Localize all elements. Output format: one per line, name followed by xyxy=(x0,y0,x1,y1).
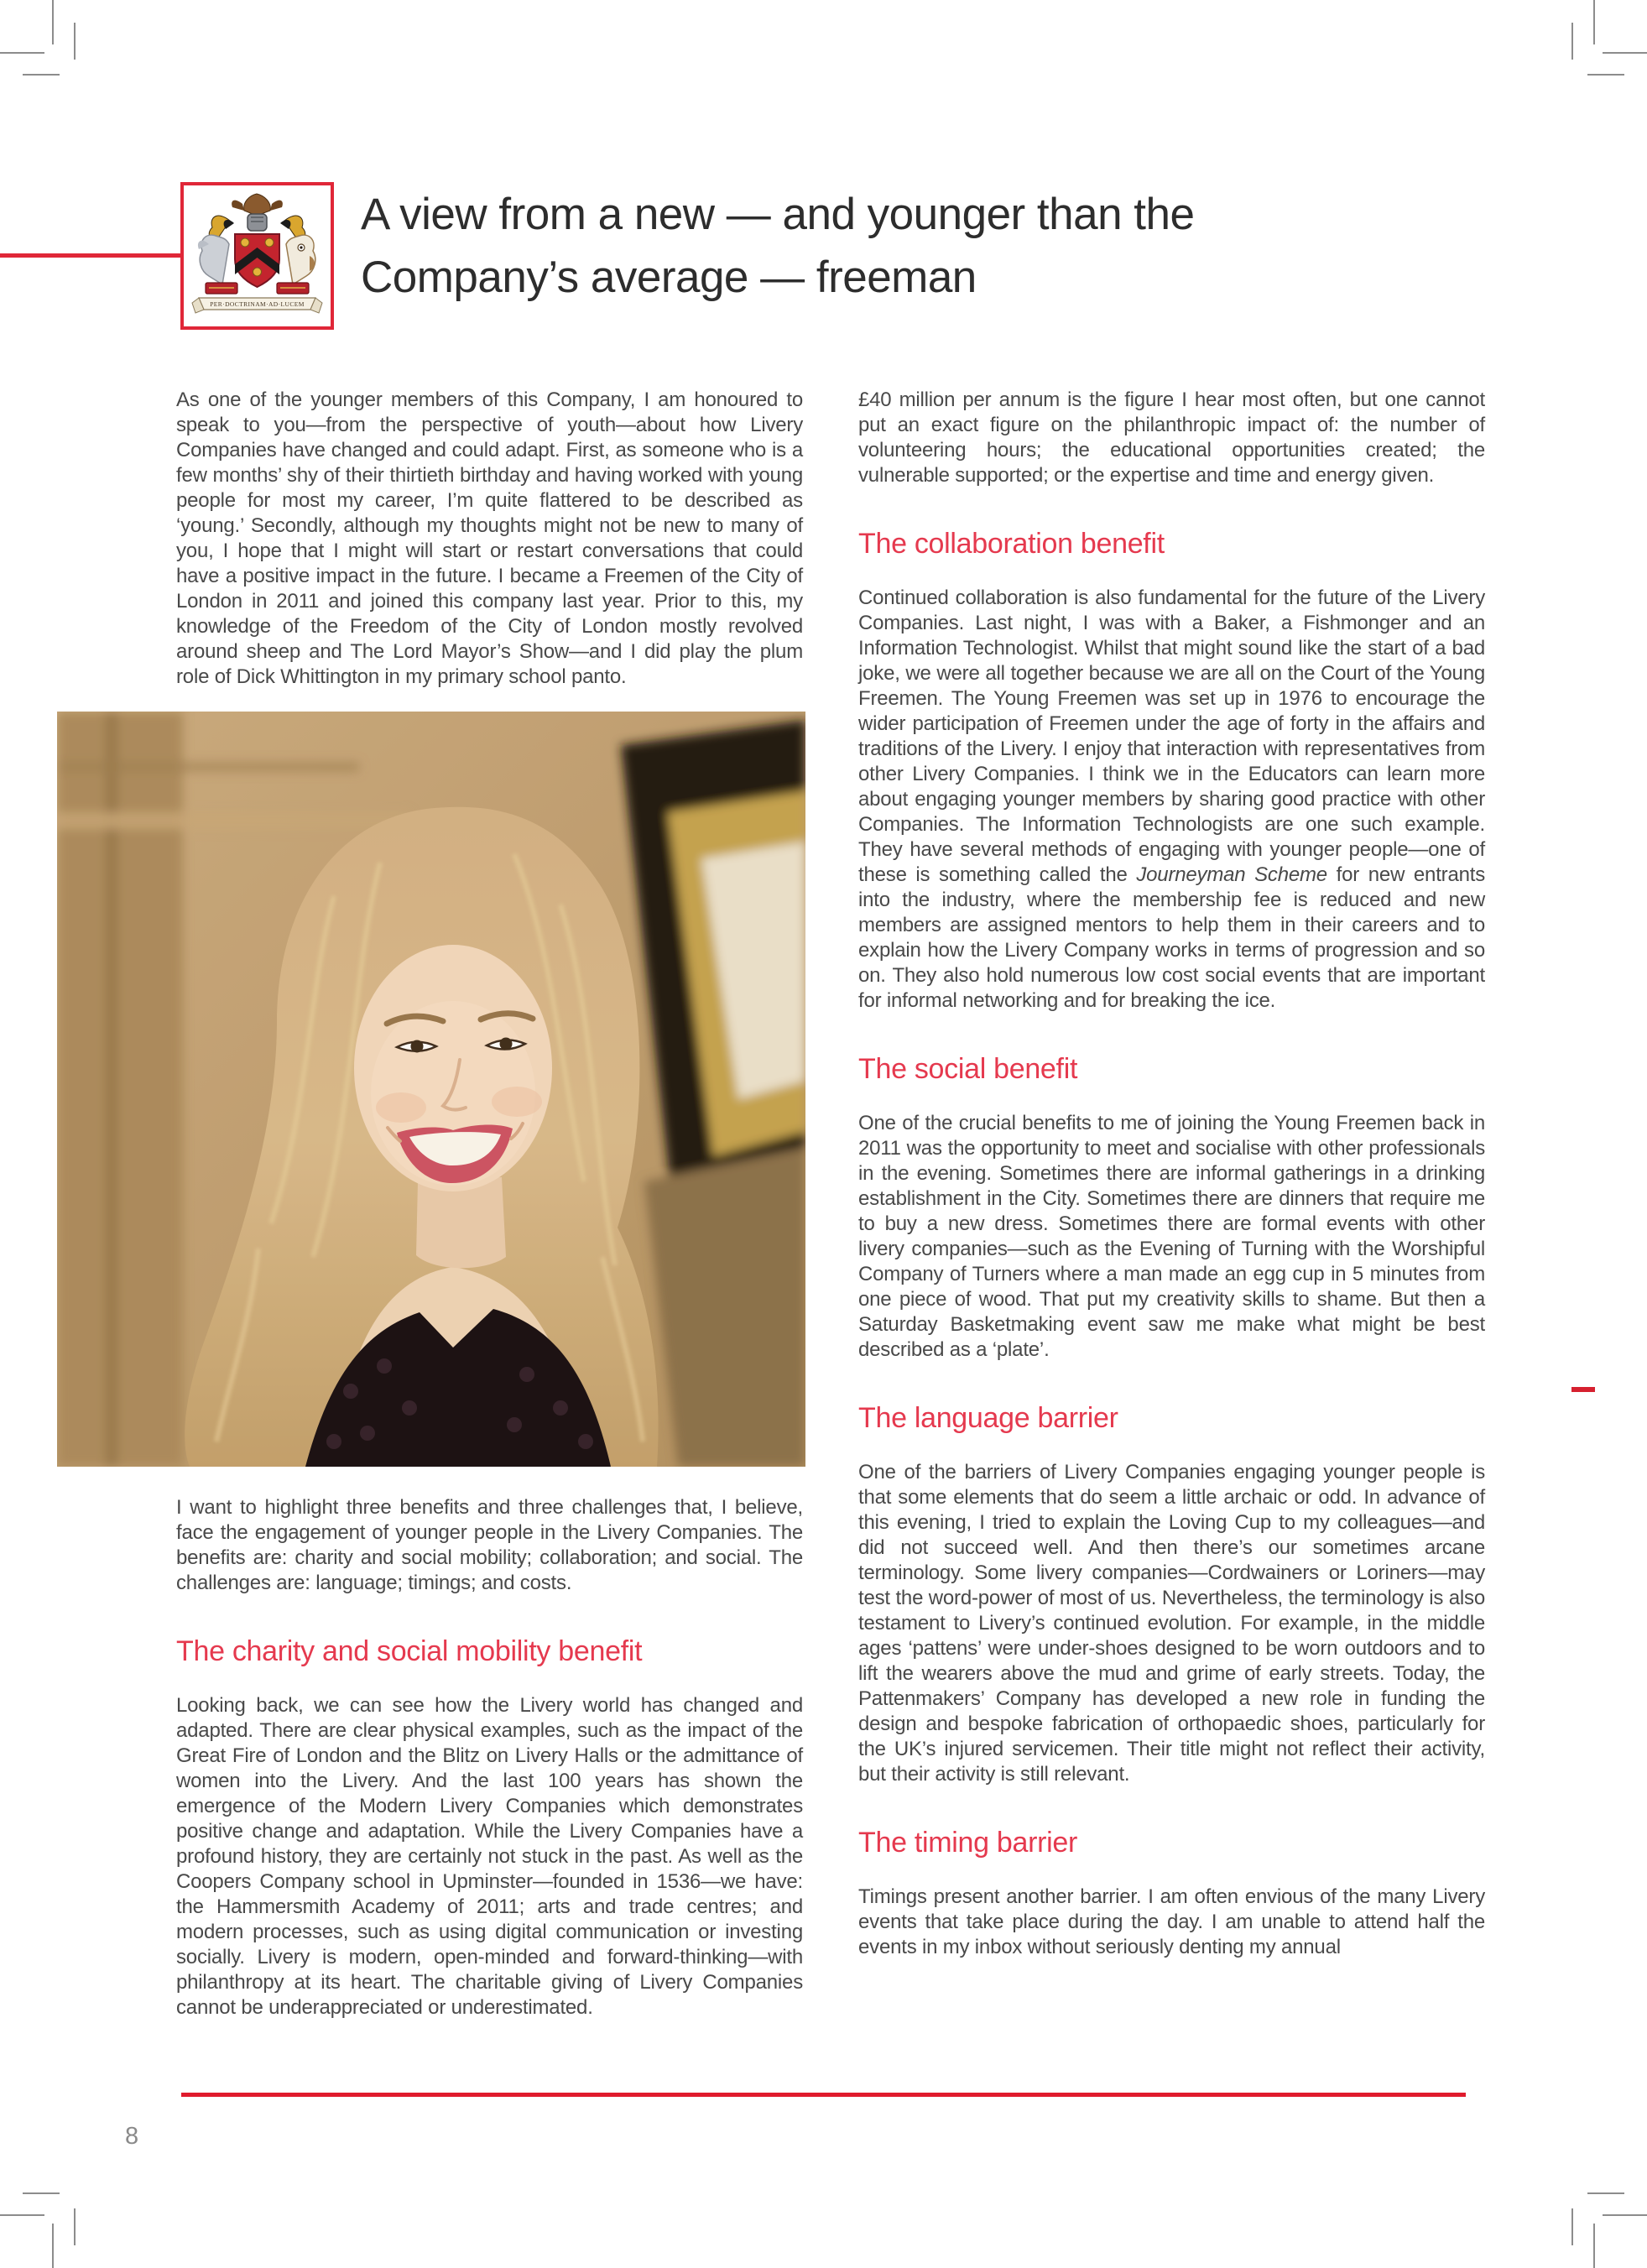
crop-mark xyxy=(1571,23,1573,60)
right-paragraph-2 xyxy=(858,586,1485,1014)
page-number: 8 xyxy=(125,2123,139,2150)
right-paragraph-2-text: Continued collaboration is also fundamental for the future of the Livery Companies. Last night, I was with a Baker, a Fishmonger and an Information Technologist. Whilst that might sound like the start of a bad joke, we were all together because we are all on the Court of the Young Freemen. The Young Freemen was set up in 1976 to encourage the wider participation of Freemen under the age of forty in the affairs and traditions of the Livery. I enjoy that interaction with representatives from other Livery Companies. I think we in the Educators can learn more about engaging younger members by sharing good practice with other Companies. The Information Technologists are one such example. They have several methods of engaging with younger people—one of these is something called the xyxy=(858,587,1485,886)
crop-mark xyxy=(52,2224,54,2268)
coat-of-arms-icon xyxy=(184,185,331,326)
header-red-rule xyxy=(0,253,180,258)
crop-mark xyxy=(74,2208,76,2245)
crop-mark xyxy=(1603,2214,1647,2216)
crop-mark xyxy=(1587,2192,1624,2194)
crop-mark xyxy=(1593,0,1595,44)
left-column xyxy=(176,388,803,2020)
left-paragraph-1: As one of the younger members of this Company, I am honoured to speak to you—from the perspective of youth—about how Livery Companies have changed and could adapt. First, as someone who is a few months’ shy of their thirtieth birthday and having worked with young people for most my career, I’m quite flattered to be described as ‘young.’ Secondly, although my thoughts might not be new to many of you, I hope that I might will start or restart conversations that could have a positive impact in the future. I became a Freemen of the City of London in 2011 and joined this company last year. Prior to this, my knowledge of the Freedom of the City of London mostly revolved around sheep and The Lord Mayor’s Show—and I did play the plum role of Dick Whittington in my primary school panto. xyxy=(176,388,803,688)
crest-motto: PER·DOCTRINAM·AD·LUCEM xyxy=(210,300,305,308)
crop-mark xyxy=(23,2192,60,2194)
article-title-line2: Company’s average — freeman xyxy=(361,253,977,302)
portrait-photo xyxy=(57,712,805,1467)
right-margin-red-dash xyxy=(1571,1387,1595,1392)
crop-mark xyxy=(23,74,60,76)
right-paragraph-2-text-after: for new entrants into the industry, where the membership fee is reduced and new members are assigned mentors to help them in their careers and to explain how the Livery Company works in terms of progression and so on. They also hold numerous low cost social events that are important for informal networking and for breaking the ice. xyxy=(858,863,1486,1012)
heading-social-benefit: The social benefit xyxy=(858,1053,1078,1085)
crop-mark xyxy=(0,52,44,54)
crop-mark xyxy=(1593,2224,1595,2268)
right-paragraph-5: Timings present another barrier. I am often envious of the many Livery events that take place during the day. I am unable to attend half the events in my inbox without seriously denting my annual xyxy=(858,1885,1485,1958)
right-column xyxy=(858,388,1485,2020)
heading-collaboration-benefit: The collaboration benefit xyxy=(858,528,1165,560)
left-paragraph-3: Looking back, we can see how the Livery world has changed and adapted. There are clear physical examples, such as the impact of the Great Fire of London and the Blitz on Livery Halls or the admittance of women into the Livery. And the last 100 years has shown the emergence of the Modern Livery Companies which demonstrates positive change and adaptation. While the Livery Companies have a profound history, they are certainly not stuck in the past. As well as the Coopers Company school in Upminster—founded in 1536—we have: the Hammersmith Academy of 2011; arts and trade centres; and modern processes, such as using digital communication or investing socially. Livery is modern, open-minded and forward-thinking—with philanthropy at its heart. The charitable giving of Livery Companies cannot be underappreciated or underestimated. xyxy=(176,1694,803,2019)
crop-mark xyxy=(52,0,54,44)
journeyman-scheme-italic: Journeyman Scheme xyxy=(1136,863,1327,886)
article-title xyxy=(361,183,1194,309)
heading-language-barrier: The language barrier xyxy=(858,1402,1118,1434)
right-paragraph-4: One of the barriers of Livery Companies engaging younger people is that some elements that do seem a little archaic or odd. In advance of this evening, I tried to explain the Loving Cup to my colleagues—and did not succeed well. And then there’s our sometimes arcane terminology. Some livery companies—Cordwainers or Loriners—may test the word-power of most of us. Nevertheless, the terminology is also testament to Livery’s continued evolution. For example, in the middle ages ‘pattens’ were under-shoes designed to be worn outdoors and to lift the wearers above the mud and grime of early streets. Today, the Pattenmakers’ Company has developed a new role in funding the design and bespoke fabrication of orthopaedic shoes, particularly for the UK’s injured servicemen. Their title might not reflect their activity, but their activity is still relevant. xyxy=(858,1461,1485,1786)
crop-mark xyxy=(0,2214,44,2216)
article-title-line1: A view from a new — and younger than the xyxy=(361,190,1195,239)
right-paragraph-1: £40 million per annum is the figure I hear most often, but one cannot put an exact figure on the philanthropic impact of: the number of volunteering hours; the educational opportunities created; the vulnerable supported; or the expertise and time and energy given. xyxy=(858,388,1485,487)
article-body xyxy=(176,388,1485,2020)
right-paragraph-3: One of the crucial benefits to me of joining the Young Freemen back in 2011 was the opportunity to meet and socialise with other professionals in the evening. Sometimes there are informal gatherings in a drinking establishment in the City. Sometimes there are dinners that require me to buy a new dress. Sometimes there are formal events with other livery companies—such as the Evening of Turning with the Worshipful Company of Turners where a man made an egg cup in 5 minutes from one piece of wood. That put my creativity skills to shame. But then a Saturday Basketmaking event saw me make what might be best described as a ‘plate’. xyxy=(858,1112,1485,1361)
footer-red-rule xyxy=(181,2093,1466,2097)
crop-mark xyxy=(74,23,76,60)
heading-timing-barrier: The timing barrier xyxy=(858,1827,1078,1859)
company-crest xyxy=(180,182,334,330)
left-paragraph-2: I want to highlight three benefits and three challenges that, I believe, face the engagement of younger people in the Livery Companies. The benefits are: charity and social mobility; collaboration; and social. The challenges are: language; timings; and costs. xyxy=(176,1496,803,1594)
crop-mark xyxy=(1571,2208,1573,2245)
crop-mark xyxy=(1587,74,1624,76)
crop-mark xyxy=(1603,52,1647,54)
heading-charity-benefit: The charity and social mobility benefit xyxy=(176,1635,643,1667)
